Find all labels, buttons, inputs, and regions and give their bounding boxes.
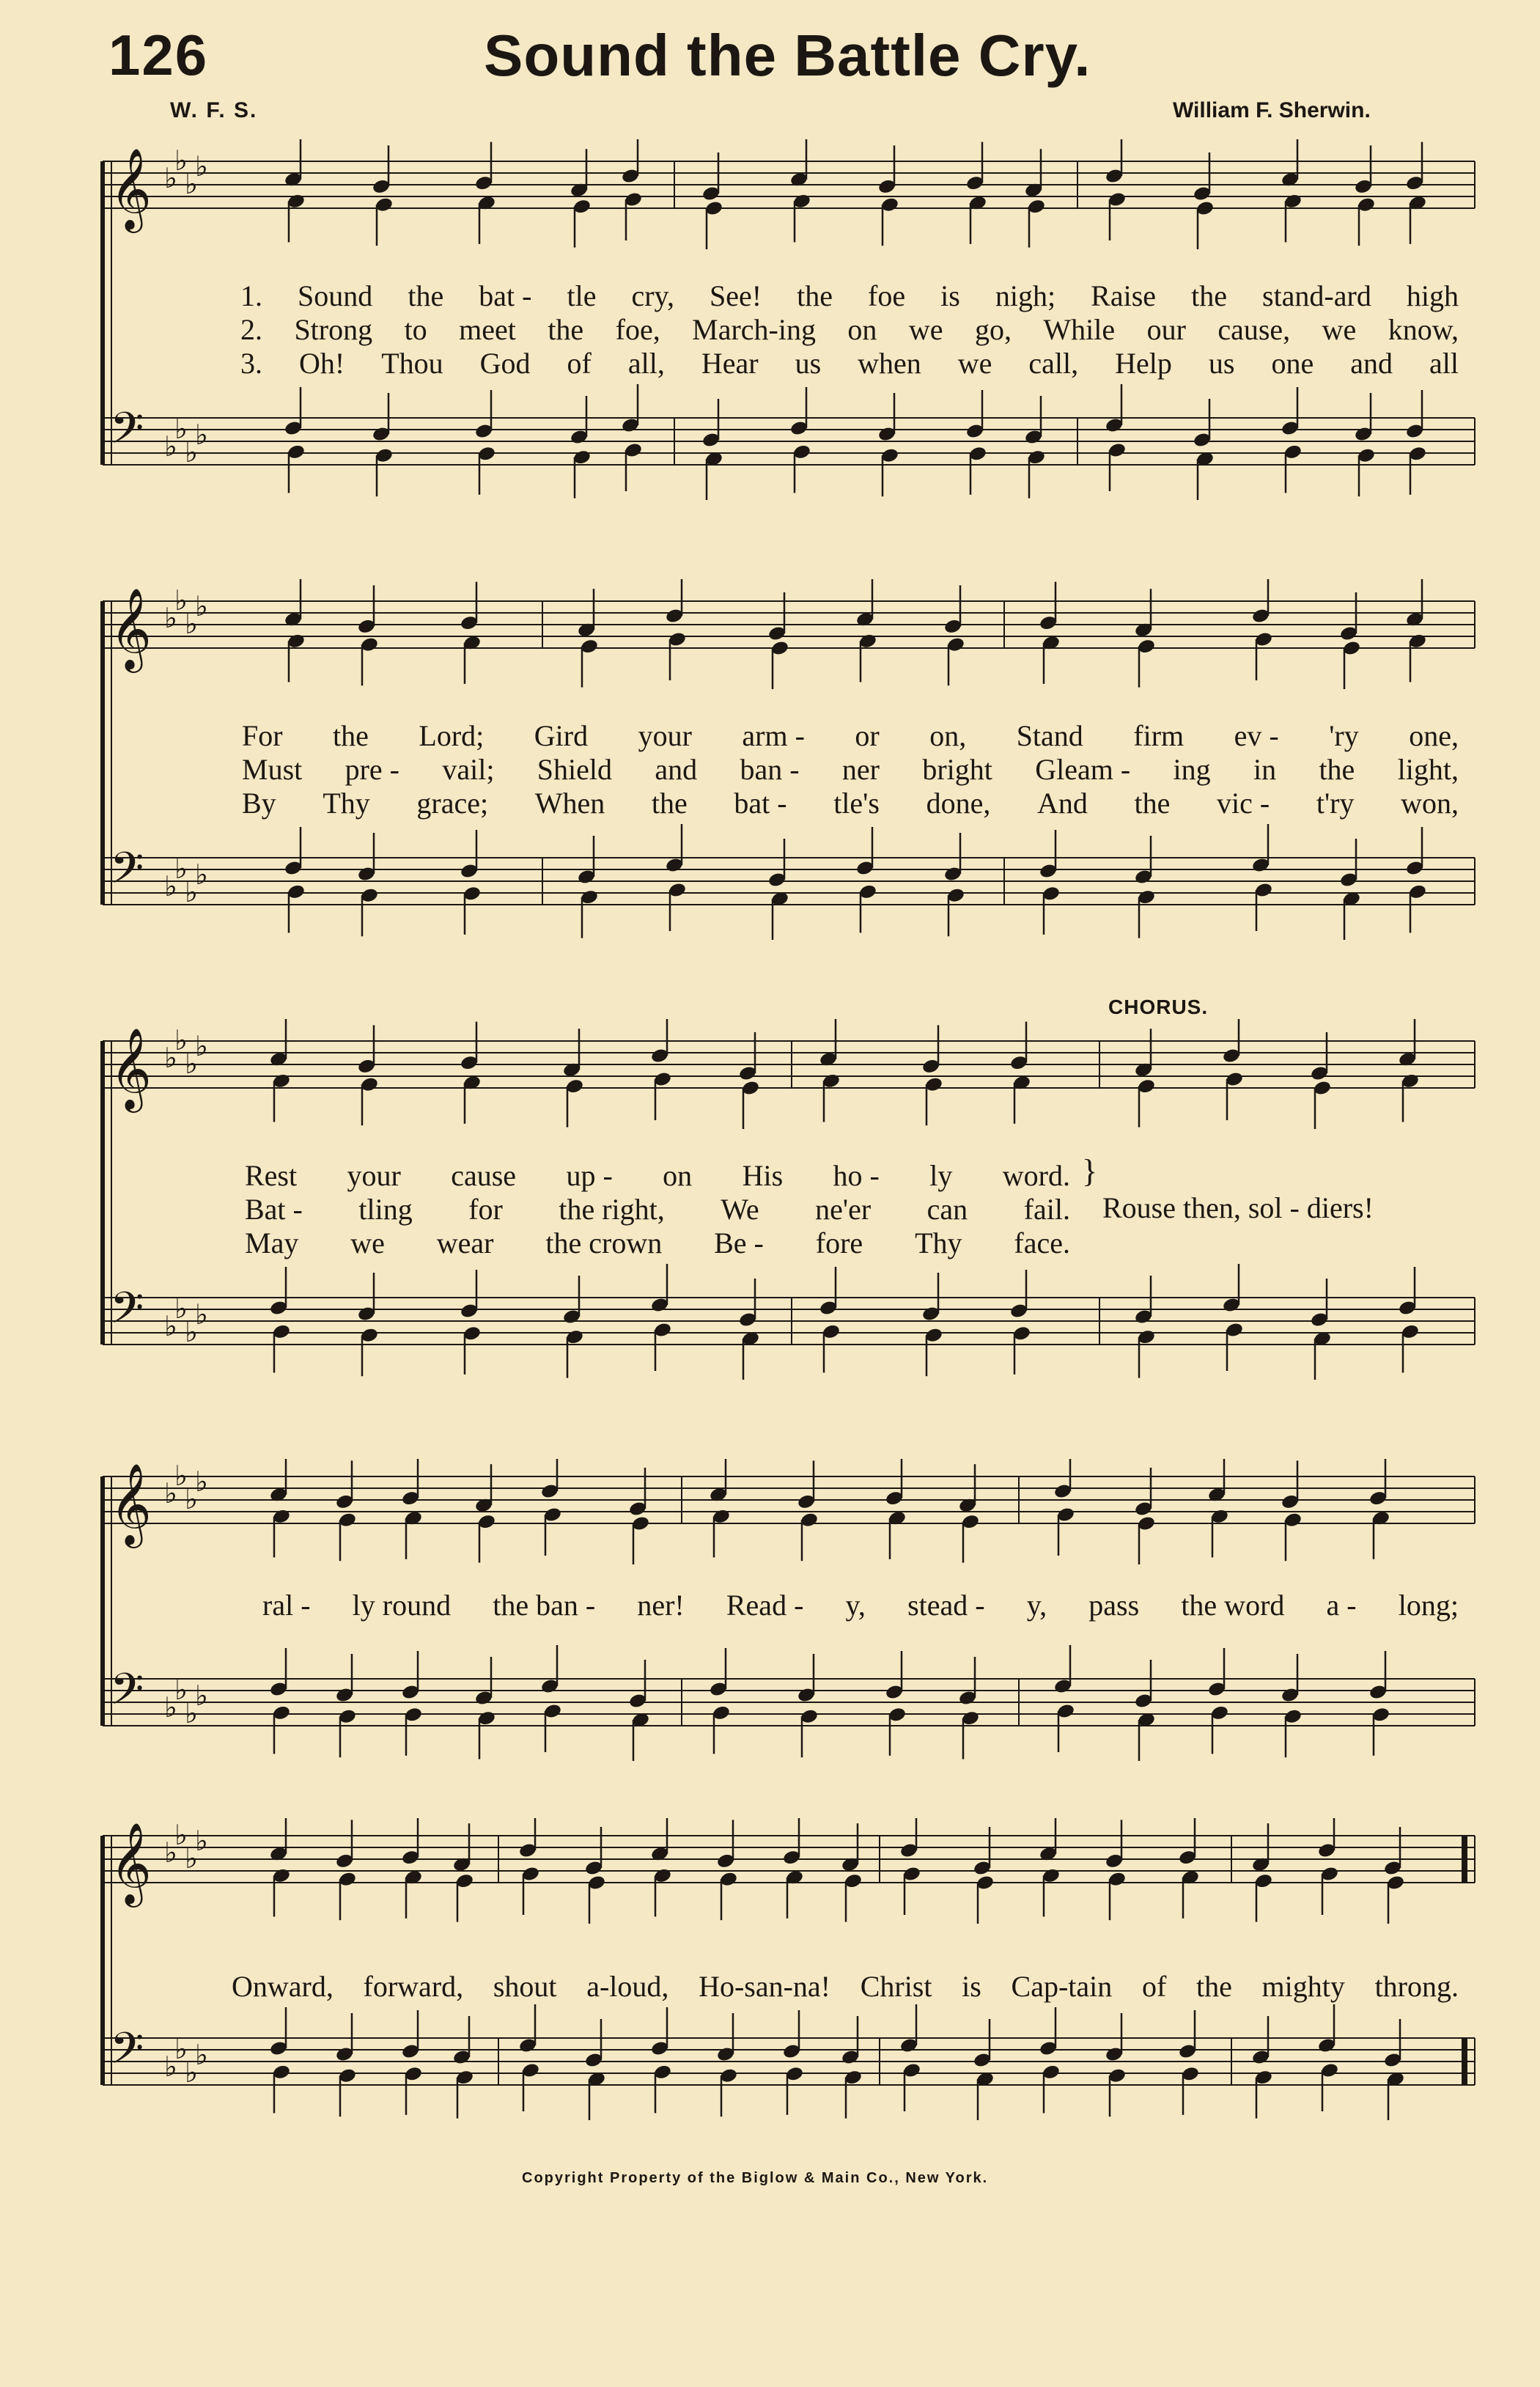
lyric-syllable: For (242, 719, 283, 752)
lyric-syllable: mighty (1261, 1970, 1345, 2003)
svg-text:♭: ♭ (174, 144, 188, 177)
svg-text:𝄞: 𝄞 (110, 1822, 152, 1904)
lyric-syllable: bat - (479, 279, 532, 312)
svg-text:♭: ♭ (195, 419, 208, 451)
chorus-refrain-text: Rouse then, sol - diers! (1102, 1191, 1374, 1224)
svg-text:♭: ♭ (164, 1836, 177, 1869)
svg-text:♭: ♭ (174, 1292, 188, 1325)
svg-text:♭: ♭ (185, 608, 198, 640)
lyric-syllable: throng. (1374, 1970, 1459, 2003)
lyric-syllable: when (858, 347, 921, 380)
lyric-syllable: the (797, 279, 833, 312)
lyric-syllable: the (1134, 787, 1171, 820)
lyric-syllable: our (1146, 313, 1186, 346)
svg-text:♭: ♭ (185, 1483, 198, 1515)
lyric-syllable: ral - (262, 1589, 311, 1622)
svg-text:♭: ♭ (164, 430, 177, 463)
svg-text:♭: ♭ (195, 150, 208, 183)
lyric-syllable: Gird (534, 719, 589, 752)
svg-text:♭: ♭ (185, 1842, 198, 1875)
svg-text:♭: ♭ (195, 1465, 208, 1498)
lyric-syllable: the right, (559, 1193, 665, 1226)
lyric-line (0, 718, 1540, 751)
lyric-syllable: of (567, 347, 592, 380)
lyric-syllable: grace; (416, 787, 489, 820)
lyric-syllable: long; (1398, 1589, 1459, 1622)
lyric-syllable: the crown (545, 1226, 663, 1259)
lyric-line (0, 312, 1540, 345)
lyric-syllable: ly (929, 1159, 953, 1192)
lyric-syllable: y, (845, 1589, 866, 1622)
svg-text:♭: ♭ (174, 1460, 188, 1492)
lyric-syllable: Oh! (298, 347, 345, 380)
lyric-syllable: foe (868, 279, 906, 312)
lyric-syllable: of (1141, 1970, 1167, 2003)
lyric-syllable: ho - (833, 1159, 880, 1192)
lyric-syllable: firm (1133, 719, 1185, 752)
lyric-syllable: the (651, 787, 688, 820)
lyric-line (0, 1588, 1540, 1620)
lyric-syllable: and (1350, 347, 1393, 380)
lyric-syllable: tling (358, 1193, 413, 1226)
svg-text:♭: ♭ (164, 602, 177, 634)
svg-text:♭: ♭ (185, 2056, 198, 2089)
lyric-syllable: Strong (294, 313, 373, 346)
lyric-syllable: 'ry (1329, 719, 1359, 752)
svg-text:♭: ♭ (195, 858, 208, 891)
lyric-syllable: on (663, 1159, 693, 1192)
lyric-syllable: ner! (637, 1589, 685, 1622)
svg-text:𝄞: 𝄞 (110, 147, 152, 229)
svg-text:𝄞: 𝄞 (110, 1463, 152, 1545)
lyric-syllable: pre - (345, 753, 399, 786)
svg-text:♭: ♭ (174, 1819, 188, 1851)
lyric-syllable: we (957, 347, 992, 380)
svg-text:𝄞: 𝄞 (110, 587, 152, 669)
lyric-syllable: His (742, 1159, 784, 1192)
lyric-syllable: fail. (1023, 1193, 1070, 1226)
svg-text:♭: ♭ (195, 1030, 208, 1062)
lyric-syllable: and (655, 753, 698, 786)
lyric-syllable: or (855, 719, 880, 752)
lyric-syllable: vail; (442, 753, 495, 786)
lyric-syllable: the word (1181, 1589, 1285, 1622)
lyric-syllable: to (404, 313, 427, 346)
lyric-line (0, 786, 1540, 818)
lyric-syllable: Hear (701, 347, 759, 380)
svg-text:𝄢: 𝄢 (110, 2023, 144, 2084)
lyric-syllable: And (1036, 787, 1088, 820)
svg-text:♭: ♭ (164, 1477, 177, 1509)
lyric-syllable: Stand (1016, 719, 1083, 752)
lyric-syllable: 2. (240, 313, 262, 346)
svg-text:𝄢: 𝄢 (110, 842, 144, 904)
lyric-syllable: Thou (381, 347, 443, 380)
svg-text:♭: ♭ (185, 168, 198, 200)
copyright-notice: Copyright Property of the Biglow & Main Co., New York. (522, 2170, 989, 2186)
lyric-syllable: ev - (1234, 719, 1279, 752)
lyric-syllable: the (408, 279, 444, 312)
svg-text:♭: ♭ (164, 870, 177, 902)
svg-text:𝄞: 𝄞 (110, 1027, 152, 1109)
svg-text:♭: ♭ (164, 1691, 177, 1724)
svg-text:♭: ♭ (174, 584, 188, 617)
lyric-syllable: high (1406, 279, 1459, 312)
chorus-label: CHORUS. (1108, 996, 1209, 1018)
lyric-syllable: we (908, 313, 943, 346)
lyric-syllable: shout (493, 1970, 557, 2003)
lyric-syllable: By (242, 787, 276, 820)
lyric-syllable: a - (1326, 1589, 1357, 1622)
lyric-syllable: pass (1088, 1589, 1140, 1622)
lyric-syllable: the (1195, 1970, 1232, 2003)
lyric-syllable: While (1043, 313, 1116, 346)
lyric-syllable: all (1429, 347, 1459, 380)
lyric-syllable: Be - (714, 1226, 764, 1259)
lyric-syllable: the (1319, 753, 1355, 786)
lyric-syllable: Lord; (419, 719, 485, 752)
lyric-syllable: Raise (1091, 279, 1157, 312)
lyric-line (0, 1158, 1540, 1191)
lyric-syllable: won, (1401, 787, 1459, 820)
lyric-syllable: arm - (742, 719, 805, 752)
lyric-syllable: We (721, 1193, 759, 1226)
lyric-syllable: for (468, 1193, 503, 1226)
lyric-syllable: ne'er (815, 1193, 872, 1226)
lyric-syllable: Thy (323, 787, 370, 820)
lyric-syllable: vic - (1217, 787, 1270, 820)
svg-text:♭: ♭ (174, 2033, 188, 2065)
lyric-syllable: stead - (907, 1589, 985, 1622)
lyric-syllable: When (534, 787, 605, 820)
lyric-line (0, 752, 1540, 784)
lyric-syllable: May (245, 1226, 299, 1259)
lyric-syllable: t'ry (1316, 787, 1355, 820)
lyric-syllable: Onward, (232, 1970, 334, 2003)
svg-text:♭: ♭ (195, 2039, 208, 2071)
lyric-syllable: Help (1115, 347, 1172, 380)
svg-text:♭: ♭ (185, 1316, 198, 1348)
lyric-syllable: on, (929, 719, 967, 752)
lyric-syllable: light, (1397, 753, 1459, 786)
lyric-syllable: your (347, 1159, 401, 1192)
svg-text:𝄢: 𝄢 (110, 1663, 144, 1725)
lyric-syllable: ner (841, 753, 880, 786)
lyric-syllable: wear (436, 1226, 494, 1259)
lyric-syllable: See! (710, 279, 762, 312)
svg-text:♭: ♭ (164, 1042, 177, 1074)
lyric-syllable: the ban - (493, 1589, 596, 1622)
svg-text:♭: ♭ (174, 853, 188, 885)
lyric-syllable: Shield (537, 753, 613, 786)
lyric-syllable: Cap-tain (1011, 1970, 1113, 2003)
lyric-syllable: one (1271, 347, 1314, 380)
lyric-syllable: can (926, 1193, 968, 1226)
svg-text:♭: ♭ (195, 1298, 208, 1331)
lyric-syllable: Bat - (245, 1193, 303, 1226)
lyric-syllable: 3. (240, 347, 262, 380)
lyric-syllable: cause (451, 1159, 517, 1192)
lyric-syllable: up - (566, 1159, 613, 1192)
lyric-syllable: on (847, 313, 877, 346)
lyric-line (0, 279, 1540, 311)
lyric-syllable: in (1253, 753, 1277, 786)
lyric-syllable: fore (815, 1226, 863, 1259)
svg-text:♭: ♭ (174, 1024, 188, 1056)
svg-text:♭: ♭ (174, 1674, 188, 1706)
svg-text:𝄢: 𝄢 (110, 1282, 144, 1344)
svg-text:♭: ♭ (195, 590, 208, 622)
lyric-syllable: the (1191, 279, 1227, 312)
lyric-syllable: y, (1026, 1589, 1047, 1622)
lyric-syllable: cry, (631, 279, 674, 312)
lyric-line (0, 1969, 1540, 2001)
lyric-syllable: we (1322, 313, 1357, 346)
hymn-title: Sound the Battle Cry. (484, 23, 1091, 88)
svg-text:♭: ♭ (185, 1048, 198, 1080)
lyric-syllable: Rest (245, 1159, 298, 1192)
lyric-syllable: the (333, 719, 369, 752)
lyric-syllable: Christ (860, 1970, 932, 2003)
lyric-syllable: bright (922, 753, 992, 786)
svg-text:♭: ♭ (164, 2051, 177, 2083)
lyric-line (0, 346, 1540, 378)
svg-text:♭: ♭ (164, 162, 177, 194)
lyric-syllable: us (1208, 347, 1235, 380)
lyric-syllable: us (795, 347, 822, 380)
lyric-syllable: bat - (734, 787, 787, 820)
lyric-syllable: Ho-san-na! (699, 1970, 830, 2003)
lyric-syllable: ing (1173, 753, 1211, 786)
lyric-syllable: Must (242, 753, 303, 786)
lyric-syllable: foe, (615, 313, 660, 346)
lyric-syllable: nigh; (995, 279, 1056, 312)
lyric-syllable: is (962, 1970, 981, 2003)
lyric-syllable: God (479, 347, 531, 380)
lyric-syllable: a-loud, (586, 1970, 669, 2003)
lyric-syllable: 1. (240, 279, 262, 312)
lyric-syllable: all, (627, 347, 665, 380)
lyric-syllable: your (638, 719, 692, 752)
svg-text:♭: ♭ (185, 436, 198, 468)
lyric-syllable: one, (1409, 719, 1459, 752)
lyric-syllable: Thy (915, 1226, 962, 1259)
lyric-syllable: know, (1388, 313, 1459, 346)
svg-text:♭: ♭ (164, 1310, 177, 1342)
lyric-syllable: Gleam - (1035, 753, 1131, 786)
lyric-line (0, 1226, 1540, 1258)
svg-text:𝄢: 𝄢 (110, 402, 144, 464)
lyric-syllable: ban - (740, 753, 800, 786)
lyric-syllable: Read - (726, 1589, 804, 1622)
lyric-syllable: word. (1002, 1159, 1070, 1192)
lyric-syllable: we (350, 1226, 385, 1259)
svg-text:♭: ♭ (174, 413, 188, 445)
lyric-brace: } (1082, 1153, 1098, 1189)
lyric-syllable: done, (926, 787, 991, 820)
lyric-syllable: stand-ard (1262, 279, 1371, 312)
lyricist-credit: W. F. S. (170, 98, 258, 122)
lyric-syllable: tle's (833, 787, 880, 820)
svg-text:♭: ♭ (195, 1680, 208, 1712)
lyric-syllable: call, (1028, 347, 1079, 380)
lyric-syllable: face. (1014, 1226, 1070, 1259)
svg-text:♭: ♭ (185, 1697, 198, 1729)
lyric-syllable: cause, (1217, 313, 1291, 346)
svg-text:♭: ♭ (185, 876, 198, 908)
lyric-syllable: go, (974, 313, 1012, 346)
lyric-syllable: forward, (363, 1970, 464, 2003)
lyric-syllable: the (548, 313, 584, 346)
lyric-syllable: tle (567, 279, 597, 312)
lyric-syllable: Sound (298, 279, 373, 312)
composer-credit: William F. Sherwin. (1173, 98, 1371, 122)
svg-text:♭: ♭ (195, 1825, 208, 1857)
lyric-syllable: ly round (352, 1589, 452, 1622)
hymn-number: 126 (108, 23, 209, 87)
lyric-syllable: meet (459, 313, 516, 346)
lyric-syllable: is (940, 279, 960, 312)
lyric-syllable: March-ing (692, 313, 816, 346)
